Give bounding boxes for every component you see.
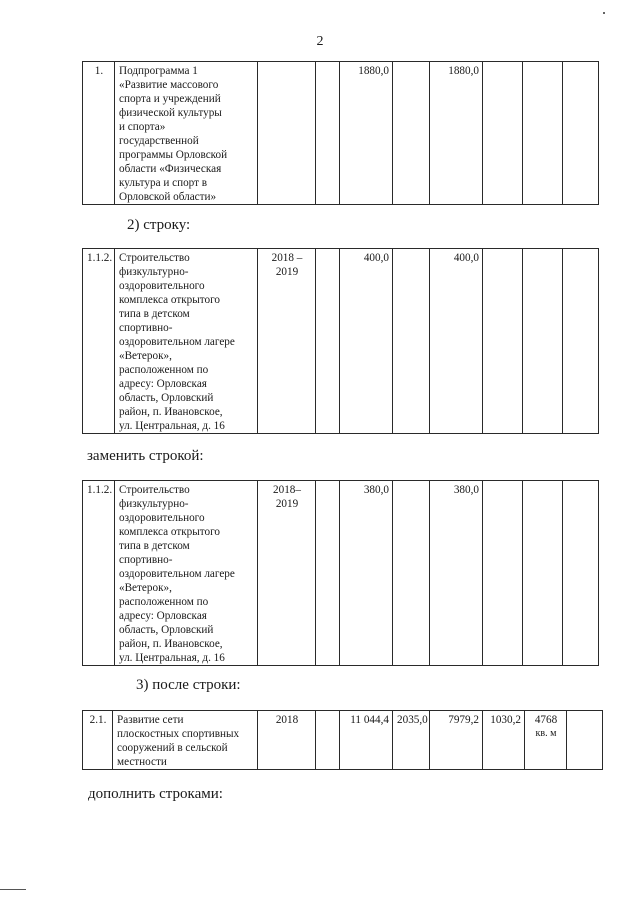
paragraph-string: 2) строку: [127, 217, 191, 233]
page-number: 2 [316, 34, 324, 49]
paragraph-after: 3) после строки: [136, 677, 241, 693]
cell-c10 [563, 249, 599, 434]
cell-regional: 380,0 [430, 481, 483, 666]
paragraph-add: дополнить строками: [88, 786, 223, 802]
row-number: 1.1.2. [83, 249, 115, 434]
cell-c4 [316, 711, 340, 770]
cell-c8 [483, 62, 523, 205]
cell-c10 [563, 62, 599, 205]
cell-c8 [483, 249, 523, 434]
cell-regional: 1880,0 [430, 62, 483, 205]
cell-c8 [483, 481, 523, 666]
row-years: 2018 – 2019 [258, 249, 316, 434]
indicator-value: 4768 [534, 714, 558, 726]
cell-c9 [523, 62, 563, 205]
paragraph-replace: заменить строкой: [87, 448, 204, 464]
row-years: 2018– 2019 [258, 481, 316, 666]
table-old-row [82, 248, 599, 434]
cell-c6 [393, 249, 430, 434]
row-name: Развитие сети плоскостных спортивных сооружений в сельской местности [113, 711, 258, 770]
table-new-row [82, 480, 599, 666]
row-number: 2.1. [83, 711, 113, 770]
cell-c6 [393, 62, 430, 205]
cell-indicator [525, 711, 567, 770]
cell-c9 [523, 481, 563, 666]
cell-total: 11 044,4 [340, 711, 393, 770]
cell-c4 [316, 481, 340, 666]
row-name: Строительство физкультурно- оздоровительного комплекса открытого типа в детском спортивно- оздоровительном лагере «Ветерок», расположенном по адресу: Орловская область, Орловский район, п. Ивановское, ул. Центральная, д. 16 [115, 481, 258, 666]
cell-regional: 400,0 [430, 249, 483, 434]
cell-c10 [567, 711, 603, 770]
cell-c4 [316, 249, 340, 434]
table-row [83, 481, 599, 666]
table-row [83, 711, 603, 770]
cell-total: 380,0 [340, 481, 393, 666]
row-name: Строительство физкультурно- оздоровительного комплекса открытого типа в детском спортивно- оздоровительном лагере «Ветерок», расположенном по адресу: Орловская область, Орловский район, п. Ивановское, ул. Центральная, д. 16 [115, 249, 258, 434]
cell-c4 [316, 62, 340, 205]
indicator-unit: кв. м [535, 728, 557, 739]
table-row [83, 249, 599, 434]
row-years: 2018 [258, 711, 316, 770]
cell-total: 1880,0 [340, 62, 393, 205]
cell-c9 [523, 249, 563, 434]
scan-speck [603, 12, 605, 14]
row-name: Подпрограмма 1 «Развитие массового спорта и учреждений физической культуры и спорта» государственной программы Орловской области «Физическая культура и спорт в Орловской области» [115, 62, 258, 205]
table-section-2-1 [82, 710, 603, 770]
table-subprogram-1 [82, 61, 599, 205]
scan-edge-mark [0, 889, 26, 890]
cell-c6 [393, 481, 430, 666]
row-number: 1. [83, 62, 115, 205]
cell-c10 [563, 481, 599, 666]
row-years [258, 62, 316, 205]
table-row [83, 62, 599, 205]
cell-federal: 2035,0 [393, 711, 430, 770]
cell-total: 400,0 [340, 249, 393, 434]
cell-regional: 7979,2 [430, 711, 483, 770]
cell-local: 1030,2 [483, 711, 525, 770]
row-number: 1.1.2. [83, 481, 115, 666]
